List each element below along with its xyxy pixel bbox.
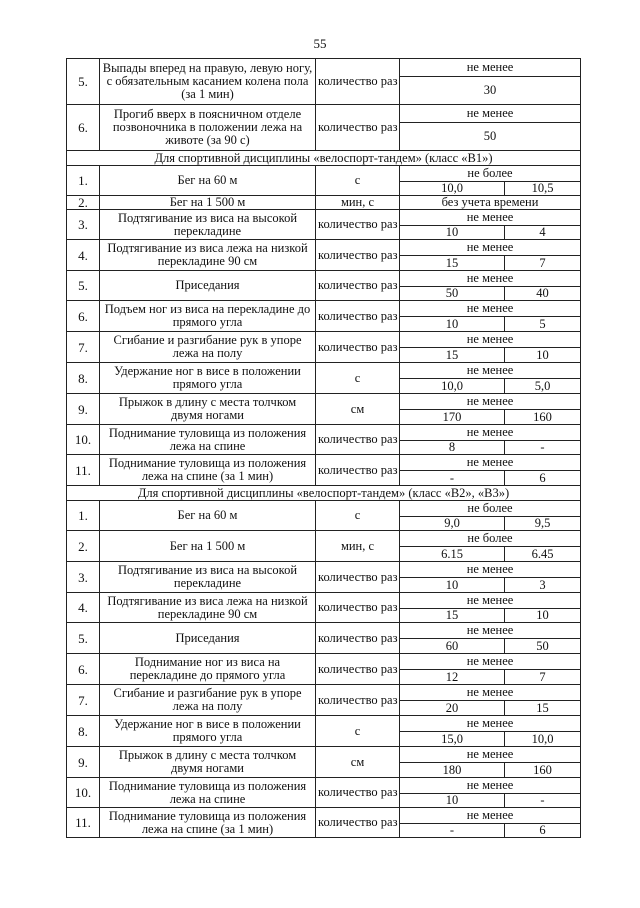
unit-cell: мин, с: [316, 531, 400, 562]
norm-value-a: 50: [400, 287, 505, 301]
limit-label: не менее: [400, 210, 581, 226]
norms-table: [66, 58, 581, 838]
norm-value-b: 50: [505, 639, 581, 654]
table-row: [67, 301, 581, 317]
norm-value-a: 9,0: [400, 517, 505, 531]
row-number: 1.: [67, 501, 100, 531]
row-number: 5.: [67, 59, 100, 105]
row-number: 4.: [67, 240, 100, 271]
limit-label: не менее: [400, 425, 581, 441]
norm-value-a: 6.15: [400, 547, 505, 562]
row-number: 6.: [67, 654, 100, 685]
unit-cell: количество раз: [316, 778, 400, 808]
table-row: [67, 59, 581, 77]
limit-label: не менее: [400, 778, 581, 794]
row-number: 10.: [67, 425, 100, 455]
row-number: 7.: [67, 685, 100, 716]
exercise-name: Прогиб вверх в поясничном отделе позвоночника в положении лежа на животе (за 90 с): [100, 105, 316, 151]
norm-value-b: 40: [505, 287, 581, 301]
unit-cell: количество раз: [316, 59, 400, 105]
unit-cell: количество раз: [316, 654, 400, 685]
limit-label: без учета времени: [400, 196, 581, 210]
row-number: 3.: [67, 562, 100, 593]
unit-cell: количество раз: [316, 105, 400, 151]
limit-label: не менее: [400, 808, 581, 824]
norm-value-b: -: [505, 794, 581, 808]
norm-value-b: 7: [505, 670, 581, 685]
table-row: [67, 778, 581, 794]
norm-value-a: 10,0: [400, 379, 505, 394]
unit-cell: количество раз: [316, 332, 400, 363]
row-number: 2.: [67, 531, 100, 562]
norm-value-b: 10,5: [505, 182, 581, 196]
limit-label: не менее: [400, 685, 581, 701]
norm-value-a: -: [400, 824, 505, 838]
norm-value-a: 10: [400, 794, 505, 808]
norm-value-a: 8: [400, 441, 505, 455]
limit-label: не менее: [400, 623, 581, 639]
norm-value-b: 10: [505, 609, 581, 623]
row-number: 11.: [67, 808, 100, 838]
unit-cell: количество раз: [316, 593, 400, 623]
exercise-name: Поднимание туловища из положения лежа на спине (за 1 мин): [100, 808, 316, 838]
norm-value: 30: [400, 77, 581, 105]
exercise-name: Поднимание туловища из положения лежа на спине: [100, 778, 316, 808]
norm-value-b: -: [505, 441, 581, 455]
norm-value-b: 160: [505, 410, 581, 425]
limit-label: не менее: [400, 240, 581, 256]
table-row: [67, 654, 581, 670]
exercise-name: Прыжок в длину с места толчком двумя ногами: [100, 394, 316, 425]
norm-value-b: 15: [505, 701, 581, 716]
table-row: [67, 425, 581, 441]
norm-value-a: 180: [400, 763, 505, 778]
table-row: [67, 623, 581, 639]
exercise-name: Приседания: [100, 623, 316, 654]
unit-cell: количество раз: [316, 562, 400, 593]
exercise-name: Подтягивание из виса лежа на низкой перекладине 90 см: [100, 240, 316, 271]
row-number: 3.: [67, 210, 100, 240]
norm-value-a: 170: [400, 410, 505, 425]
norm-value-a: 15: [400, 256, 505, 271]
exercise-name: Подтягивание из виса на высокой перекладине: [100, 210, 316, 240]
limit-label: не менее: [400, 271, 581, 287]
exercise-name: Бег на 60 м: [100, 166, 316, 196]
norm-value-a: 15,0: [400, 732, 505, 747]
table-row: [67, 105, 581, 123]
unit-cell: с: [316, 166, 400, 196]
row-number: 8.: [67, 363, 100, 394]
norm-value-b: 9,5: [505, 517, 581, 531]
table-row: [67, 716, 581, 732]
unit-cell: количество раз: [316, 271, 400, 301]
unit-cell: количество раз: [316, 240, 400, 271]
row-number: 9.: [67, 747, 100, 778]
row-number: 1.: [67, 166, 100, 196]
section-title: Для спортивной дисциплины «велоспорт-тандем» (класс «В1»): [67, 151, 581, 166]
norm-value-a: 15: [400, 609, 505, 623]
table-row: [67, 363, 581, 379]
norm-value-a: 12: [400, 670, 505, 685]
exercise-name: Подтягивание из виса лежа на низкой перекладине 90 см: [100, 593, 316, 623]
table-row: [67, 808, 581, 824]
unit-cell: с: [316, 501, 400, 531]
table-row: [67, 531, 581, 547]
limit-label: не менее: [400, 562, 581, 578]
limit-label: не менее: [400, 332, 581, 348]
table-row: [67, 455, 581, 471]
table-row: [67, 501, 581, 517]
exercise-name: Бег на 1 500 м: [100, 196, 316, 210]
unit-cell: количество раз: [316, 425, 400, 455]
row-number: 7.: [67, 332, 100, 363]
section-header-b1: [67, 151, 581, 166]
row-number: 2.: [67, 196, 100, 210]
exercise-name: Удержание ног в висе в положении прямого угла: [100, 363, 316, 394]
unit-cell: количество раз: [316, 808, 400, 838]
exercise-name: Бег на 60 м: [100, 501, 316, 531]
norm-value-a: 10: [400, 578, 505, 593]
norm-value-b: 10,0: [505, 732, 581, 747]
norm-value-a: 10: [400, 317, 505, 332]
row-number: 5.: [67, 623, 100, 654]
exercise-name: Приседания: [100, 271, 316, 301]
table-row: [67, 271, 581, 287]
unit-cell: см: [316, 747, 400, 778]
table-row: [67, 166, 581, 182]
norm-value-a: 10,0: [400, 182, 505, 196]
norm-value-a: 60: [400, 639, 505, 654]
row-number: 4.: [67, 593, 100, 623]
exercise-name: Прыжок в длину с места толчком двумя ногами: [100, 747, 316, 778]
limit-label: не менее: [400, 301, 581, 317]
table-row: [67, 332, 581, 348]
limit-label: не менее: [400, 593, 581, 609]
unit-cell: количество раз: [316, 301, 400, 332]
norm-value-b: 4: [505, 226, 581, 240]
row-number: 5.: [67, 271, 100, 301]
section-title: Для спортивной дисциплины «велоспорт-тандем» (класс «В2», «В3»): [67, 486, 581, 501]
limit-label: не более: [400, 531, 581, 547]
table-row: [67, 210, 581, 226]
limit-label: не менее: [400, 716, 581, 732]
norm-value-b: 3: [505, 578, 581, 593]
limit-label: не менее: [400, 105, 581, 123]
exercise-name: Поднимание ног из виса на перекладине до прямого угла: [100, 654, 316, 685]
exercise-name: Подтягивание из виса на высокой перекладине: [100, 562, 316, 593]
unit-cell: количество раз: [316, 685, 400, 716]
limit-label: не менее: [400, 455, 581, 471]
limit-label: не менее: [400, 59, 581, 77]
unit-cell: с: [316, 716, 400, 747]
norm-value-a: 10: [400, 226, 505, 240]
row-number: 6.: [67, 301, 100, 332]
norm-value: 50: [400, 123, 581, 151]
unit-cell: количество раз: [316, 455, 400, 486]
limit-label: не менее: [400, 747, 581, 763]
norm-value-b: 7: [505, 256, 581, 271]
limit-label: не менее: [400, 654, 581, 670]
table-row: [67, 593, 581, 609]
page-number: 55: [313, 36, 327, 51]
row-number: 11.: [67, 455, 100, 486]
norm-value-b: 6.45: [505, 547, 581, 562]
exercise-name: Удержание ног в висе в положении прямого угла: [100, 716, 316, 747]
row-number: 9.: [67, 394, 100, 425]
exercise-name: Поднимание туловища из положения лежа на спине: [100, 425, 316, 455]
table-row: [67, 685, 581, 701]
section-header-b2b3: [67, 486, 581, 501]
norm-value-b: 5,0: [505, 379, 581, 394]
table-row: [67, 562, 581, 578]
unit-cell: мин, с: [316, 196, 400, 210]
row-number: 6.: [67, 105, 100, 151]
limit-label: не более: [400, 501, 581, 517]
row-number: 10.: [67, 778, 100, 808]
table-row: [67, 747, 581, 763]
norm-value-b: 5: [505, 317, 581, 332]
norm-value-b: 160: [505, 763, 581, 778]
limit-label: не более: [400, 166, 581, 182]
norm-value-b: 6: [505, 824, 581, 838]
table-row: [67, 394, 581, 410]
unit-cell: см: [316, 394, 400, 425]
exercise-name: Выпады вперед на правую, левую ногу, с обязательным касанием колена пола (за 1 мин): [100, 59, 316, 105]
row-number: 8.: [67, 716, 100, 747]
table-row: [67, 196, 581, 210]
exercise-name: Сгибание и разгибание рук в упоре лежа на полу: [100, 685, 316, 716]
unit-cell: количество раз: [316, 623, 400, 654]
limit-label: не менее: [400, 394, 581, 410]
norm-value-b: 6: [505, 471, 581, 486]
norm-value-a: -: [400, 471, 505, 486]
norm-value-a: 15: [400, 348, 505, 363]
exercise-name: Бег на 1 500 м: [100, 531, 316, 562]
unit-cell: с: [316, 363, 400, 394]
exercise-name: Подъем ног из виса на перекладине до прямого угла: [100, 301, 316, 332]
exercise-name: Сгибание и разгибание рук в упоре лежа на полу: [100, 332, 316, 363]
norm-value-a: 20: [400, 701, 505, 716]
limit-label: не менее: [400, 363, 581, 379]
norm-value-b: 10: [505, 348, 581, 363]
unit-cell: количество раз: [316, 210, 400, 240]
table-row: [67, 240, 581, 256]
exercise-name: Поднимание туловища из положения лежа на спине (за 1 мин): [100, 455, 316, 486]
